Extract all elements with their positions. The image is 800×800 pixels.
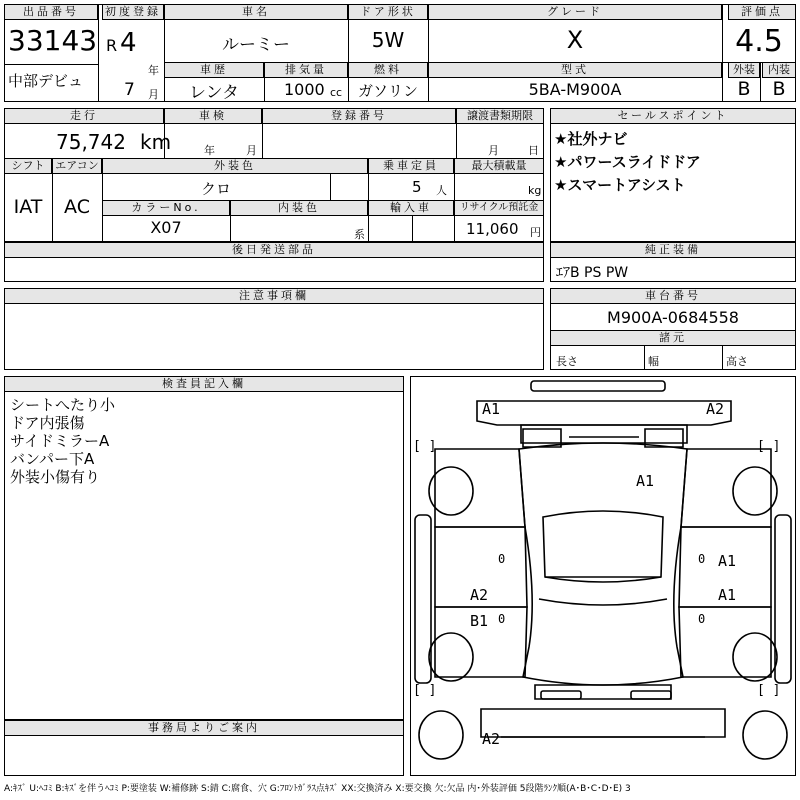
int-color-header: 内装色 bbox=[230, 200, 368, 216]
car-outline bbox=[411, 377, 795, 775]
lot-number: 33143 bbox=[8, 24, 98, 57]
mark-zero-3: 0 bbox=[698, 552, 706, 566]
color-no: X07 bbox=[150, 218, 182, 237]
mark-zero-1: 0 bbox=[498, 552, 506, 566]
interior-grade: B bbox=[772, 78, 786, 100]
chassis-number: M900A-0684558 bbox=[607, 308, 739, 327]
model-header: 型式 bbox=[428, 62, 722, 78]
inspector-line-3: サイドミラーA bbox=[10, 432, 110, 450]
inspector-line-1: シートへたり小 bbox=[10, 396, 116, 414]
import-header: 輸入車 bbox=[368, 200, 454, 216]
score-header: 評価点 bbox=[728, 4, 796, 20]
ac-header: エアコン bbox=[52, 158, 102, 174]
reg-month: 7 bbox=[124, 80, 135, 100]
color-no-header: カラーNo. bbox=[102, 200, 230, 216]
exterior-header: 外装 bbox=[728, 62, 760, 78]
dims-header: 諸元 bbox=[550, 330, 796, 346]
reg-year: 4 bbox=[120, 28, 137, 58]
office-header: 事務局よりご案内 bbox=[4, 720, 404, 736]
grade: X bbox=[566, 26, 584, 54]
mileage-header: 走行 bbox=[4, 108, 164, 124]
event-name: 中部デビュ bbox=[8, 72, 84, 90]
inspection-header: 車検 bbox=[164, 108, 262, 124]
transfer-month-unit: 月 bbox=[488, 144, 499, 157]
mark-front-right: A2 bbox=[706, 400, 725, 418]
mileage: 75,742 bbox=[56, 130, 126, 154]
width-label: 幅 bbox=[648, 355, 659, 368]
inspector-line-2: ドア内張傷 bbox=[10, 414, 85, 432]
insp-month-unit: 月 bbox=[246, 144, 257, 157]
fuel: ガソリン bbox=[357, 82, 418, 100]
history-header: 車歴 bbox=[164, 62, 264, 78]
bracket-left-top: [ ] bbox=[413, 439, 437, 454]
ac: AC bbox=[64, 196, 90, 218]
bracket-left-bottom: [ ] bbox=[413, 683, 437, 698]
length-label: 長さ bbox=[556, 355, 578, 368]
load-header: 最大積載量 bbox=[454, 158, 544, 174]
color-header: 外装色 bbox=[102, 158, 368, 174]
first-reg-header: 初度登録 bbox=[102, 4, 164, 20]
recycle-header: リサイクル預託金 bbox=[454, 200, 544, 216]
inspector-line-5: 外装小傷有り bbox=[10, 468, 101, 486]
inspector-header: 検査員記入欄 bbox=[4, 376, 404, 392]
mark-left-rear-b: B1 bbox=[470, 612, 489, 630]
door-header: ドア形状 bbox=[348, 4, 428, 20]
interior-header: 内装 bbox=[762, 62, 796, 78]
load-unit: kg bbox=[528, 184, 542, 197]
year-unit: 年 bbox=[148, 64, 159, 77]
history: レンタ bbox=[189, 83, 239, 103]
mark-right-front-door: A1 bbox=[718, 552, 737, 570]
score: 4.5 bbox=[735, 24, 783, 59]
mileage-unit: km bbox=[140, 130, 172, 154]
displacement: 1000 bbox=[284, 80, 325, 99]
reg-no-header: 登録番号 bbox=[262, 108, 456, 124]
sales-header: セールスポイント bbox=[550, 108, 796, 124]
mark-front-left: A1 bbox=[482, 400, 501, 418]
legend: A:ｷｽﾞ U:ﾍｺﾐ B:ｷｽﾞを伴うﾍｺﾐ P:要塗装 W:補修跡 S:錆 C:腐食、穴 G:ﾌﾛﾝﾄｶﾞﾗｽ点ｷｽﾞ XX:交換済み X:要交換 欠:欠品 内･外装評価 5段階ﾗﾝｸ順(A･B･C･D･E) 3 bbox=[4, 784, 631, 794]
capacity: 5 bbox=[412, 178, 422, 196]
notes-header: 注意事項欄 bbox=[4, 288, 544, 304]
mark-zero-4: 0 bbox=[698, 612, 706, 626]
displacement-header: 排気量 bbox=[264, 62, 348, 78]
later-header: 後日発送部品 bbox=[4, 242, 544, 258]
insp-year-unit: 年 bbox=[204, 144, 215, 157]
bracket-right-bottom: [ ] bbox=[757, 683, 781, 698]
era: R bbox=[106, 36, 118, 55]
chassis-header: 車台番号 bbox=[550, 288, 796, 304]
month-unit: 月 bbox=[148, 88, 159, 101]
car-name: ルーミー bbox=[222, 35, 290, 55]
mark-rear: A2 bbox=[482, 730, 501, 748]
recycle-unit: 円 bbox=[530, 226, 541, 239]
height-label: 高さ bbox=[726, 355, 748, 368]
capacity-unit: 人 bbox=[436, 184, 447, 197]
mark-right-rear-door: A1 bbox=[718, 586, 737, 604]
bracket-right-top: [ ] bbox=[757, 439, 781, 454]
color: クロ bbox=[200, 180, 231, 198]
transfer-day-unit: 日 bbox=[528, 144, 539, 157]
mark-zero-2: 0 bbox=[498, 612, 506, 626]
sales-point-1: ★社外ナビ bbox=[554, 130, 628, 148]
shift: IAT bbox=[13, 196, 43, 218]
model: 5BA-M900A bbox=[528, 80, 622, 99]
recycle: 11,060 bbox=[466, 220, 519, 238]
equip-value: ｴｱB PS PW bbox=[556, 265, 629, 281]
mid-section bbox=[4, 108, 544, 242]
mark-roof: A1 bbox=[636, 472, 655, 490]
transfer-header: 譲渡書類期限 bbox=[456, 108, 544, 124]
sales-point-2: ★パワースライドドア bbox=[554, 153, 701, 171]
grade-header: グレード bbox=[428, 4, 722, 20]
sales-point-3: ★スマートアシスト bbox=[554, 176, 686, 194]
equip-header: 純正装備 bbox=[550, 242, 796, 258]
name-header: 車名 bbox=[164, 4, 348, 20]
shift-header: シフト bbox=[4, 158, 52, 174]
lot-number-header: 出品番号 bbox=[4, 4, 98, 20]
displacement-unit: cc bbox=[330, 86, 343, 99]
car-diagram bbox=[410, 376, 796, 776]
int-color-unit: 系 bbox=[354, 228, 365, 241]
exterior-grade: B bbox=[737, 78, 751, 100]
door-type: 5W bbox=[371, 28, 405, 52]
inspector-line-4: バンパー下A bbox=[10, 450, 95, 468]
fuel-header: 燃料 bbox=[348, 62, 428, 78]
capacity-header: 乗車定員 bbox=[368, 158, 454, 174]
mark-left-rear-a: A2 bbox=[470, 586, 489, 604]
